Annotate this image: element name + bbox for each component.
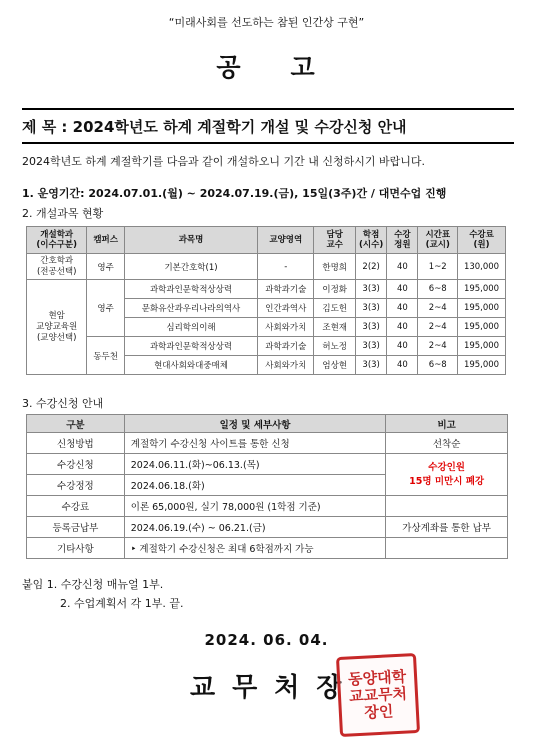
signer-title: 교무처장	[190, 673, 359, 703]
time-cell: 2~4	[418, 299, 458, 318]
attachment-2: 2. 수업계획서 각 1부. 끝.	[60, 597, 184, 610]
note-cell	[386, 496, 508, 517]
closure-notice: 수강인원 15명 미만시 폐강	[386, 454, 508, 496]
table-row	[27, 433, 508, 454]
course-cell: 기본간호학(1)	[124, 254, 257, 280]
title-char-1: 공	[216, 53, 243, 82]
fee-cell: 195,000	[458, 337, 506, 356]
detail-cell: 2024.06.11.(화)~06.13.(목)	[124, 454, 385, 475]
cap-cell: 40	[387, 299, 418, 318]
cap-cell: 40	[387, 356, 418, 375]
category-cell: 수강신청	[27, 454, 125, 475]
time-cell: 6~8	[418, 280, 458, 299]
subject-bottom-rule	[22, 142, 514, 144]
col-time: 시간표 (교시)	[418, 227, 458, 254]
cap-cell: 40	[387, 280, 418, 299]
course-cell: 심리학의이해	[124, 318, 257, 337]
col-cap: 수강 정원	[387, 227, 418, 254]
prof-cell: 이정화	[314, 280, 356, 299]
cap-cell: 40	[387, 318, 418, 337]
credit-cell: 3(3)	[356, 280, 387, 299]
category-cell: 등록금납부	[27, 517, 125, 538]
subject-top-rule	[22, 108, 514, 110]
intro-text: 2024학년도 하계 계절학기를 다음과 같이 개설하오니 기간 내 신청하시기 바랍니다.	[22, 155, 425, 168]
registration-table	[26, 414, 508, 559]
table-row	[27, 254, 506, 280]
course-cell: 문화유산과우리나라의역사	[124, 299, 257, 318]
col-campus: 캠퍼스	[87, 227, 124, 254]
col-detail: 일정 및 세부사항	[124, 415, 385, 433]
col-fee: 수강료 (원)	[458, 227, 506, 254]
area-cell: 사회와가치	[258, 356, 314, 375]
prof-cell: 조현재	[314, 318, 356, 337]
col-dept: 개설학과 (이수구분)	[27, 227, 87, 254]
dept-cell: 현암 교양교육원 (교양선택)	[27, 280, 87, 375]
table-row	[27, 538, 508, 559]
col-prof: 담당 교수	[314, 227, 356, 254]
col-note: 비고	[386, 415, 508, 433]
detail-cell: 이론 65,000원, 실기 78,000원 (1학점 기준)	[124, 496, 385, 517]
col-area: 교양영역	[258, 227, 314, 254]
subject-line: 제 목 : 2024학년도 하계 계절학기 개설 및 수강신청 안내	[22, 118, 407, 136]
cap-cell: 40	[387, 337, 418, 356]
cap-cell: 40	[387, 254, 418, 280]
note-cell: 선착순	[386, 433, 508, 454]
campus-cell: 영주	[87, 280, 124, 337]
campus-cell: 동두천	[87, 337, 124, 375]
campus-cell: 영주	[87, 254, 124, 280]
course-cell: 과학과인문학적상상력	[124, 280, 257, 299]
col-credit: 학점 (시수)	[356, 227, 387, 254]
credit-cell: 3(3)	[356, 356, 387, 375]
time-cell: 6~8	[418, 356, 458, 375]
motto: “미래사회를 선도하는 참된 인간상 구현”	[168, 16, 365, 29]
area-cell: 인간과역사	[258, 299, 314, 318]
prof-cell: 한명희	[314, 254, 356, 280]
table-row	[27, 337, 506, 356]
category-cell: 신청방법	[27, 433, 125, 454]
section2-heading: 2. 개설과목 현황	[22, 207, 104, 220]
prof-cell: 엄상현	[314, 356, 356, 375]
area-cell: 사회와가치	[258, 318, 314, 337]
official-seal	[336, 653, 420, 737]
table-row	[27, 517, 508, 538]
fee-cell: 195,000	[458, 356, 506, 375]
fee-cell: 195,000	[458, 280, 506, 299]
section3-heading: 3. 수강신청 안내	[22, 397, 104, 410]
period-text: 1. 운영기간: 2024.07.01.(월) ~ 2024.07.19.(금), 15일(3주)간 / 대면수업 진행	[22, 187, 447, 200]
time-cell: 2~4	[418, 318, 458, 337]
category-cell: 기타사항	[27, 538, 125, 559]
area-cell: -	[258, 254, 314, 280]
dept-cell: 간호학과 (전공선택)	[27, 254, 87, 280]
fee-cell: 195,000	[458, 299, 506, 318]
title-char-2: 고	[290, 53, 317, 82]
section1-period	[22, 185, 446, 201]
detail-cell: 2024.06.18.(화)	[124, 475, 385, 496]
fee-cell: 195,000	[458, 318, 506, 337]
page-title	[0, 48, 533, 84]
credit-cell: 3(3)	[356, 299, 387, 318]
credit-cell: 2(2)	[356, 254, 387, 280]
fee-cell: 130,000	[458, 254, 506, 280]
area-cell: 과학과기술	[258, 337, 314, 356]
col-course: 과목명	[124, 227, 257, 254]
area-cell: 과학과기술	[258, 280, 314, 299]
seal-text: 동양대학교교무처장인	[347, 667, 408, 722]
category-cell: 수강정정	[27, 475, 125, 496]
credit-cell: 3(3)	[356, 337, 387, 356]
detail-cell: 계절학기 수강신청 사이트를 통한 신청	[124, 433, 385, 454]
col-category: 구분	[27, 415, 125, 433]
detail-cell: ‣ 계절학기 수강신청은 최대 6학점까지 가능	[124, 538, 385, 559]
table-row	[27, 496, 508, 517]
time-cell: 1~2	[418, 254, 458, 280]
table-row	[27, 454, 508, 475]
course-cell: 과학과인문학적상상력	[124, 337, 257, 356]
attachment-1: 붙임 1. 수강신청 매뉴얼 1부.	[22, 578, 164, 591]
course-table-header	[27, 227, 506, 254]
note-cell	[386, 538, 508, 559]
note-cell: 가상계좌를 통한 납부	[386, 517, 508, 538]
credit-cell: 3(3)	[356, 318, 387, 337]
registration-table-header	[27, 415, 508, 433]
issue-date: 2024. 06. 04.	[204, 631, 329, 649]
table-row	[27, 280, 506, 299]
time-cell: 2~4	[418, 337, 458, 356]
detail-cell: 2024.06.19.(수) ~ 06.21.(금)	[124, 517, 385, 538]
course-cell: 현대사회와대중매체	[124, 356, 257, 375]
prof-cell: 김도헌	[314, 299, 356, 318]
category-cell: 수강료	[27, 496, 125, 517]
course-table	[26, 226, 506, 375]
prof-cell: 허노정	[314, 337, 356, 356]
